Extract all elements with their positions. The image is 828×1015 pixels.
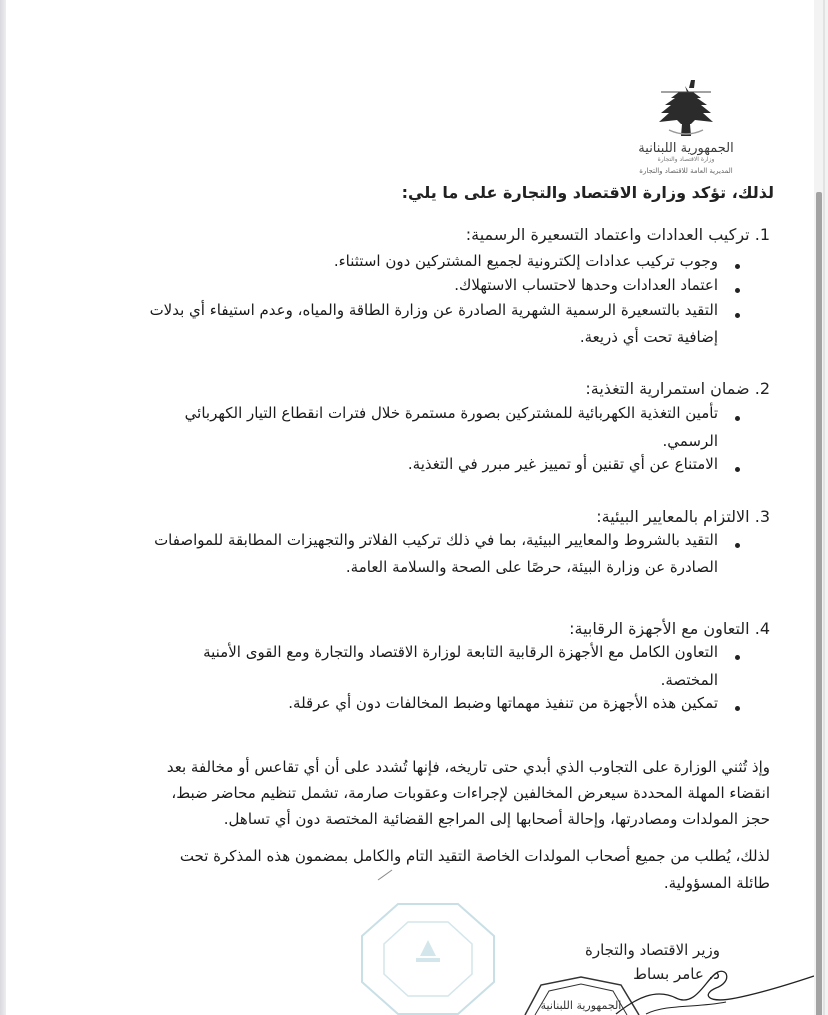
section-1-bullet-3-line-1: التقيد بالتسعيرة الرسمية الشهرية الصادرة عن وزارة الطاقة والمياه، وعدم استيفاء أي بدلات <box>149 301 718 319</box>
section-3-title: 3. الالتزام بالمعايير البيئية: <box>596 507 770 526</box>
section-2-bullet-1-line-1: تأمين التغذية الكهربائية للمشتركين بصورة مستمرة خلال فترات انقطاع التيار الكهربائي <box>184 404 718 422</box>
section-number: 3. <box>754 507 770 526</box>
bullet-icon <box>735 288 740 293</box>
section-2-bullet-1-line-2: الرسمي. <box>662 432 718 450</box>
request-paragraph-line-2: طائلة المسؤولية. <box>663 874 770 892</box>
closing-paragraph-line-3: حجز المولدات ومصادرتها، وإحالة أصحابها إلى المراجع القضائية المختصة دون أي تساهل. <box>223 810 770 828</box>
bullet-icon <box>735 264 740 269</box>
bullet-icon <box>735 416 740 421</box>
section-4-bullet-1-line-2: المختصة. <box>660 671 718 689</box>
section-1-bullet-1: وجوب تركيب عدادات إلكترونية لجميع المشتركين دون استثناء. <box>333 252 718 270</box>
section-3-bullet-1-line-2: الصادرة عن وزارة البيئة، حرصًا على الصحة والسلامة العامة. <box>345 558 718 576</box>
signatory-title: وزير الاقتصاد والتجارة <box>584 941 720 959</box>
section-1-title: 1. تركيب العدادات واعتماد التسعيرة الرسمية: <box>465 225 770 244</box>
section-4-title: 4. التعاون مع الأجهزة الرقابية: <box>569 619 770 638</box>
faint-official-stamp-icon <box>358 900 498 1015</box>
section-2-bullet-2: الامتناع عن أي تقنين أو تمييز غير مبرر في التغذية. <box>407 455 718 473</box>
section-3-bullet-1-line-1: التقيد بالشروط والمعايير البيئية، بما في ذلك تركيب الفلاتر والتجهيزات المطابقة للمواصفات <box>154 531 718 549</box>
handwritten-signature-icon <box>606 968 816 1015</box>
bullet-icon <box>735 313 740 318</box>
bullet-icon <box>735 543 740 548</box>
section-number: 4. <box>754 619 770 638</box>
bullet-icon <box>735 706 740 711</box>
bullet-icon <box>735 655 740 660</box>
section-number: 2. <box>754 379 770 398</box>
section-4-bullet-2: تمكين هذه الأجهزة من تنفيذ مهماتها وضبط المخالفات دون أي عرقلة. <box>288 694 718 712</box>
document-page <box>6 0 814 1015</box>
signatory-name: د. عامر بساط <box>633 965 720 983</box>
section-1-bullet-3-line-2: إضافية تحت أي ذريعة. <box>579 328 718 346</box>
closing-paragraph-line-2: انقضاء المهلة المحددة سيعرض المخالفين لإجراءات وعقوبات صارمة، تشمل تنظيم محاضر ضبط، <box>171 784 770 802</box>
pen-mark-icon <box>376 868 396 882</box>
request-paragraph-line-1: لذلك، يُطلب من جميع أصحاب المولدات الخاصة التقيد التام والكامل بمضمون هذه المذكرة تحت <box>179 847 770 865</box>
bullet-icon <box>735 467 740 472</box>
section-number: 1. <box>754 225 770 244</box>
section-4-bullet-1-line-1: التعاون الكامل مع الأجهزة الرقابية التابعة لوزارة الاقتصاد والتجارة ومع القوى الأمنية <box>203 643 718 661</box>
section-2-title: 2. ضمان استمرارية التغذية: <box>585 379 770 398</box>
letterhead-logo <box>626 78 746 176</box>
intro-heading: لذلك، تؤكد وزارة الاقتصاد والتجارة على ما يلي: <box>401 183 774 202</box>
directorate-name: المديرية العامة للاقتصاد والتجارة <box>639 167 733 175</box>
closing-paragraph-line-1: وإذ تُثني الوزارة على التجاوب الذي أبدي حتى تاريخه، فإنها تُشدد على أن أي تقاعس أو مخالفة بعد <box>166 758 770 776</box>
cedar-tree-icon <box>651 78 721 140</box>
stamp-text: الجمهورية اللبنانية <box>540 999 622 1012</box>
ministry-name: وزارة الاقتصاد والتجارة <box>657 156 715 163</box>
republic-name: الجمهورية اللبنانية <box>638 141 734 156</box>
scrollbar-thumb[interactable] <box>816 192 822 1015</box>
section-1-bullet-2: اعتماد العدادات وحدها لاحتساب الاستهلاك. <box>454 276 718 294</box>
